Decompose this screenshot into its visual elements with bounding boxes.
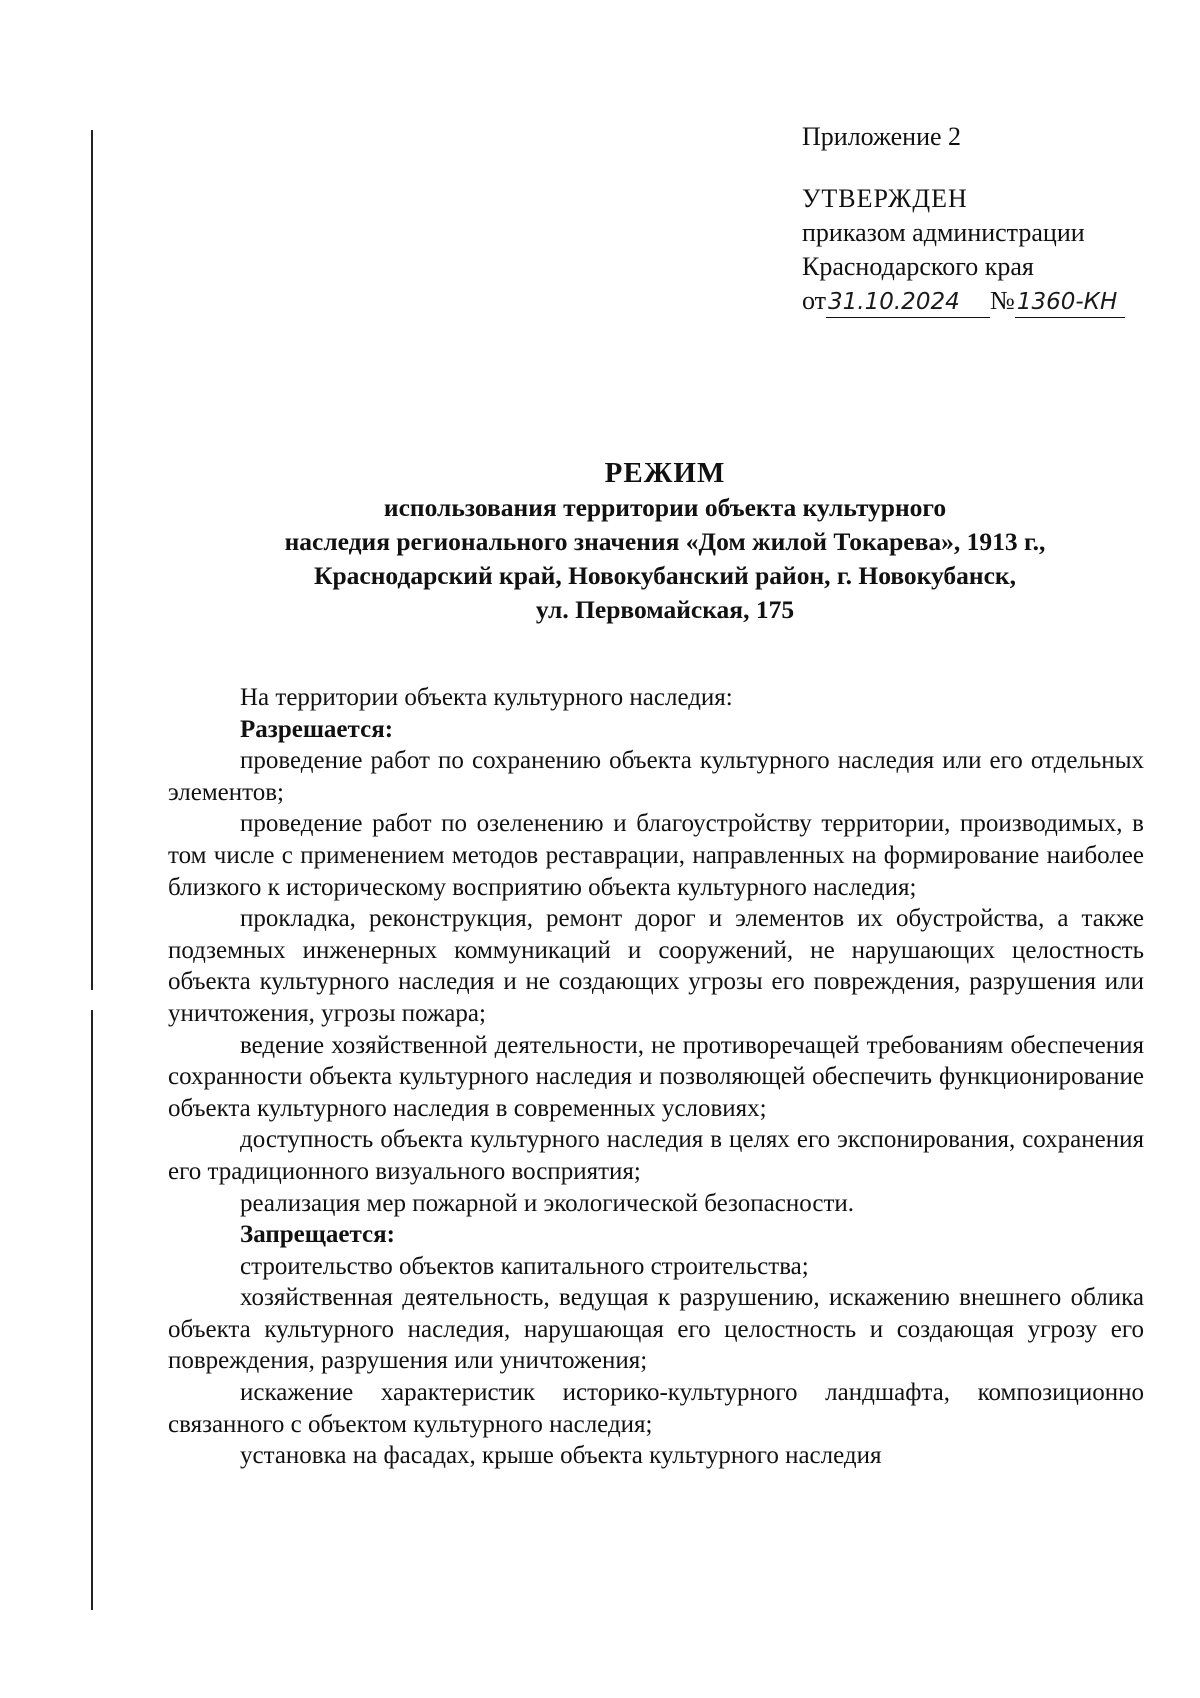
handwritten-date: 31.10.2024 (826, 287, 990, 318)
date-prefix: от (802, 286, 827, 315)
allowed-heading: Разрешается: (240, 715, 394, 743)
heading-line-1: использования территории объекта культурного (383, 493, 947, 522)
document-title: РЕЖИМ (604, 457, 726, 489)
forbidden-item-1: строительство объектов капитального строительства; (240, 1252, 809, 1280)
heading-line-3: Краснодарский край, Новокубанский район, г. Новокубанск, (313, 561, 1016, 590)
allowed-item-4: ведение хозяйственной деятельности, не противоречащей требованиям обеспечения сохранности объекта культурного наследия и позволяющей обеспечить функционирование объекта культурного наследия в современных условиях; (168, 1031, 1144, 1122)
allowed-item-1: проведение работ по сохранению объекта культурного наследия или его отдельных элементов; (168, 747, 1144, 806)
margin-line-upper (91, 130, 93, 990)
approval-line-2: Краснодарского края (802, 252, 1034, 281)
heading-line-2: наследия регионального значения «Дом жилой Токарева», 1913 г., (284, 527, 1046, 556)
approval-block (802, 120, 1132, 318)
forbidden-item-2: хозяйственная деятельность, ведущая к разрушению, искажению внешнего облика объекта культурного наследия, нарушающая его целостность и создающая угрозу его повреждения, разрушения или уничтожения; (168, 1284, 1144, 1375)
document-heading (170, 455, 1160, 627)
allowed-item-3: прокладка, реконструкция, ремонт дорог и элементов их обустройства, а также подземных инженерных коммуникаций и сооружений, не нарушающих целостность объекта культурного наследия и не создающих угрозы его повреждения, разрушения или уничтожения, угрозы пожара; (168, 905, 1144, 1027)
forbidden-item-4: установка на фасадах, крыше объекта культурного наследия (240, 1442, 882, 1470)
heading-line-4: ул. Первомайская, 175 (535, 595, 795, 624)
appendix-label: Приложение 2 (802, 122, 962, 151)
allowed-item-5: доступность объекта культурного наследия в целях его экспонирования, сохранения его традиционного визуального восприятия; (168, 1126, 1144, 1185)
approved-label: УТВЕРЖДЕН (802, 184, 968, 213)
handwritten-number: 1360-КН (1015, 287, 1125, 318)
document-body (168, 682, 1144, 1472)
approval-date-number-row (802, 284, 1132, 318)
approval-line-1: приказом администрации (802, 218, 1085, 247)
allowed-item-2: проведение работ по озеленению и благоустройству территории, производимых, в том числе с применением методов реставрации, направленных на формирование наиболее близкого к историческому восприятию объекта культурного наследия; (168, 810, 1144, 901)
intro-paragraph: На территории объекта культурного наследия: (240, 684, 733, 711)
margin-line-lower (91, 1010, 93, 1610)
forbidden-heading: Запрещается: (240, 1221, 396, 1249)
allowed-item-6: реализация мер пожарной и экологической безопасности. (240, 1189, 855, 1217)
number-prefix: № (990, 286, 1015, 315)
forbidden-item-3: искажение характеристик историко-культурного ландшафта, композиционно связанного с объектом культурного наследия; (168, 1379, 1144, 1438)
